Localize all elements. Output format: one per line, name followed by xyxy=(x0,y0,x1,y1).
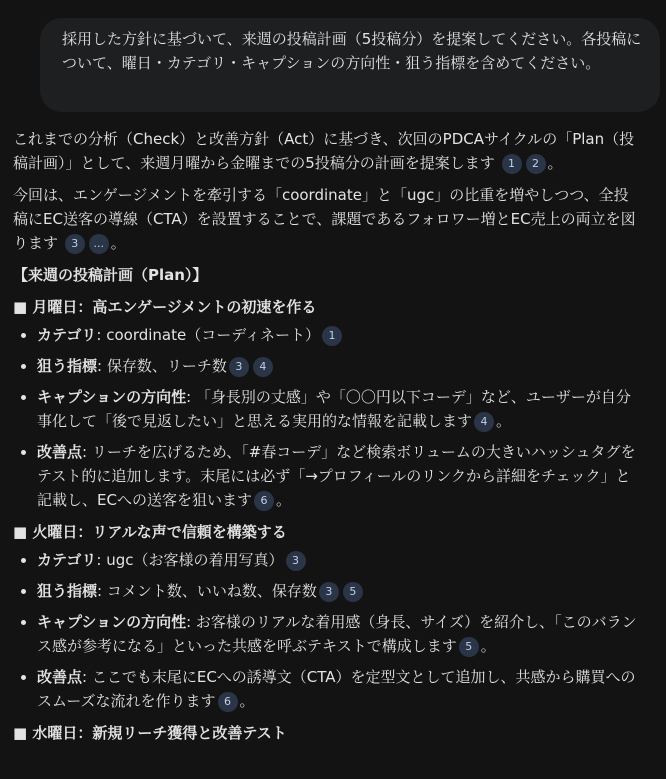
citation-chip[interactable]: 3 xyxy=(65,234,85,254)
plan-item-label: 狙う指標 xyxy=(37,357,98,375)
day-section xyxy=(13,295,643,512)
plan-item-text: : 保存数、リーチ数 xyxy=(97,357,227,375)
intro-end-1: 。 xyxy=(547,154,563,172)
plan-item xyxy=(37,579,643,603)
citation-chip[interactable]: 5 xyxy=(343,582,363,602)
plan-item-label: 改善点 xyxy=(37,668,83,686)
user-message-bubble xyxy=(40,18,660,112)
day-section xyxy=(13,721,643,745)
plan-item-text: : リーチを広げるため、「#春コーデ」など検索ボリュームの大きいハッシュタグをテスト的に追加します。末尾には必ず「→プロフィールのリンクから詳細をチェック」と記載し、ECへの送客を狙います xyxy=(37,443,636,509)
plan-item-end: 。 xyxy=(239,692,255,710)
plan-item-label: カテゴリ xyxy=(37,551,97,569)
citation-chip[interactable]: 6 xyxy=(254,491,274,511)
plan-item-text: : ここでも末尾にECへの誘導文（CTA）を定型文として追加し、共感から購買へのスムーズな流れを作ります xyxy=(37,668,636,710)
plan-item-end: 。 xyxy=(480,637,496,655)
plan-item-label: 狙う指標 xyxy=(37,582,98,600)
plan-item-text: : coordinate（コーディネート） xyxy=(96,326,321,344)
plan-item-text: : コメント数、いいね数、保存数 xyxy=(97,582,317,600)
intro-text-2: 今回は、エンゲージメントを牽引する「coordinate」と「ugc」の比重を増やしつつ、全投稿にEC送客の導線（CTA）を設置することで、課題であるフォロワー増とEC売上の両立を図ります xyxy=(13,186,636,252)
citation-chip[interactable]: 1 xyxy=(502,154,522,174)
intro-paragraph-1 xyxy=(13,127,643,175)
day-heading: ■ 水曜日：新規リーチ獲得と改善テスト xyxy=(13,724,287,742)
citation-chip[interactable]: 3 xyxy=(229,357,249,377)
plan-item xyxy=(37,440,643,512)
plan-item xyxy=(37,665,643,713)
plan-item xyxy=(37,385,643,433)
plan-item-list xyxy=(13,548,643,713)
citation-more-chip[interactable]: ... xyxy=(89,234,109,254)
plan-item-text: : お客様のリアルな着用感（身長、サイズ）を紹介し、「このバランス感が参考になる」といった共感を呼ぶテキストで構成します xyxy=(37,613,637,655)
plan-item-text: : 「身長別の丈感」や「〇〇円以下コーデ」など、ユーザーが自分事化して「後で見返したい」と思える実用的な情報を記載します xyxy=(37,388,631,430)
day-heading: ■ 月曜日：高エンゲージメントの初速を作る xyxy=(13,298,317,316)
plan-item-label: キャプションの方向性 xyxy=(37,613,187,631)
citation-chip[interactable]: 1 xyxy=(322,326,342,346)
plan-item-end: 。 xyxy=(496,412,512,430)
plan-item xyxy=(37,354,643,378)
citation-chip[interactable]: 3 xyxy=(286,551,306,571)
citation-chip[interactable]: 4 xyxy=(474,412,494,432)
citation-chip[interactable]: 5 xyxy=(459,637,479,657)
plan-item xyxy=(37,548,643,572)
plan-item-list xyxy=(13,323,643,512)
intro-paragraph-2 xyxy=(13,183,643,255)
citation-chip[interactable]: 3 xyxy=(319,582,339,602)
assistant-response xyxy=(13,127,643,745)
intro-text-1: これまでの分析（Check）と改善方針（Act）に基づき、次回のPDCAサイクルの「Plan（投稿計画）」として、来週月曜から金曜までの5投稿分の計画を提案します xyxy=(13,130,635,172)
plan-item-label: カテゴリ xyxy=(37,326,97,344)
citation-chip[interactable]: 4 xyxy=(253,357,273,377)
day-heading: ■ 火曜日：リアルな声で信頼を構築する xyxy=(13,523,287,541)
plan-item xyxy=(37,610,643,658)
day-section xyxy=(13,520,643,713)
plan-item-label: キャプションの方向性 xyxy=(37,388,187,406)
citation-chip[interactable]: 6 xyxy=(218,692,238,712)
user-message-text: 採用した方針に基づいて、来週の投稿計画（5投稿分）を提案してください。各投稿について、曜日・カテゴリ・キャプションの方向性・狙う指標を含めてください。 xyxy=(62,30,642,72)
plan-heading: 【来週の投稿計画（Plan）】 xyxy=(13,266,208,284)
plan-item-end: 。 xyxy=(275,491,291,509)
plan-item-label: 改善点 xyxy=(37,443,83,461)
day-list xyxy=(13,295,643,745)
plan-item-text: : ugc（お客様の着用写真） xyxy=(96,551,284,569)
citation-chip[interactable]: 2 xyxy=(526,154,546,174)
plan-item xyxy=(37,323,643,347)
intro-end-2: 。 xyxy=(110,234,126,252)
